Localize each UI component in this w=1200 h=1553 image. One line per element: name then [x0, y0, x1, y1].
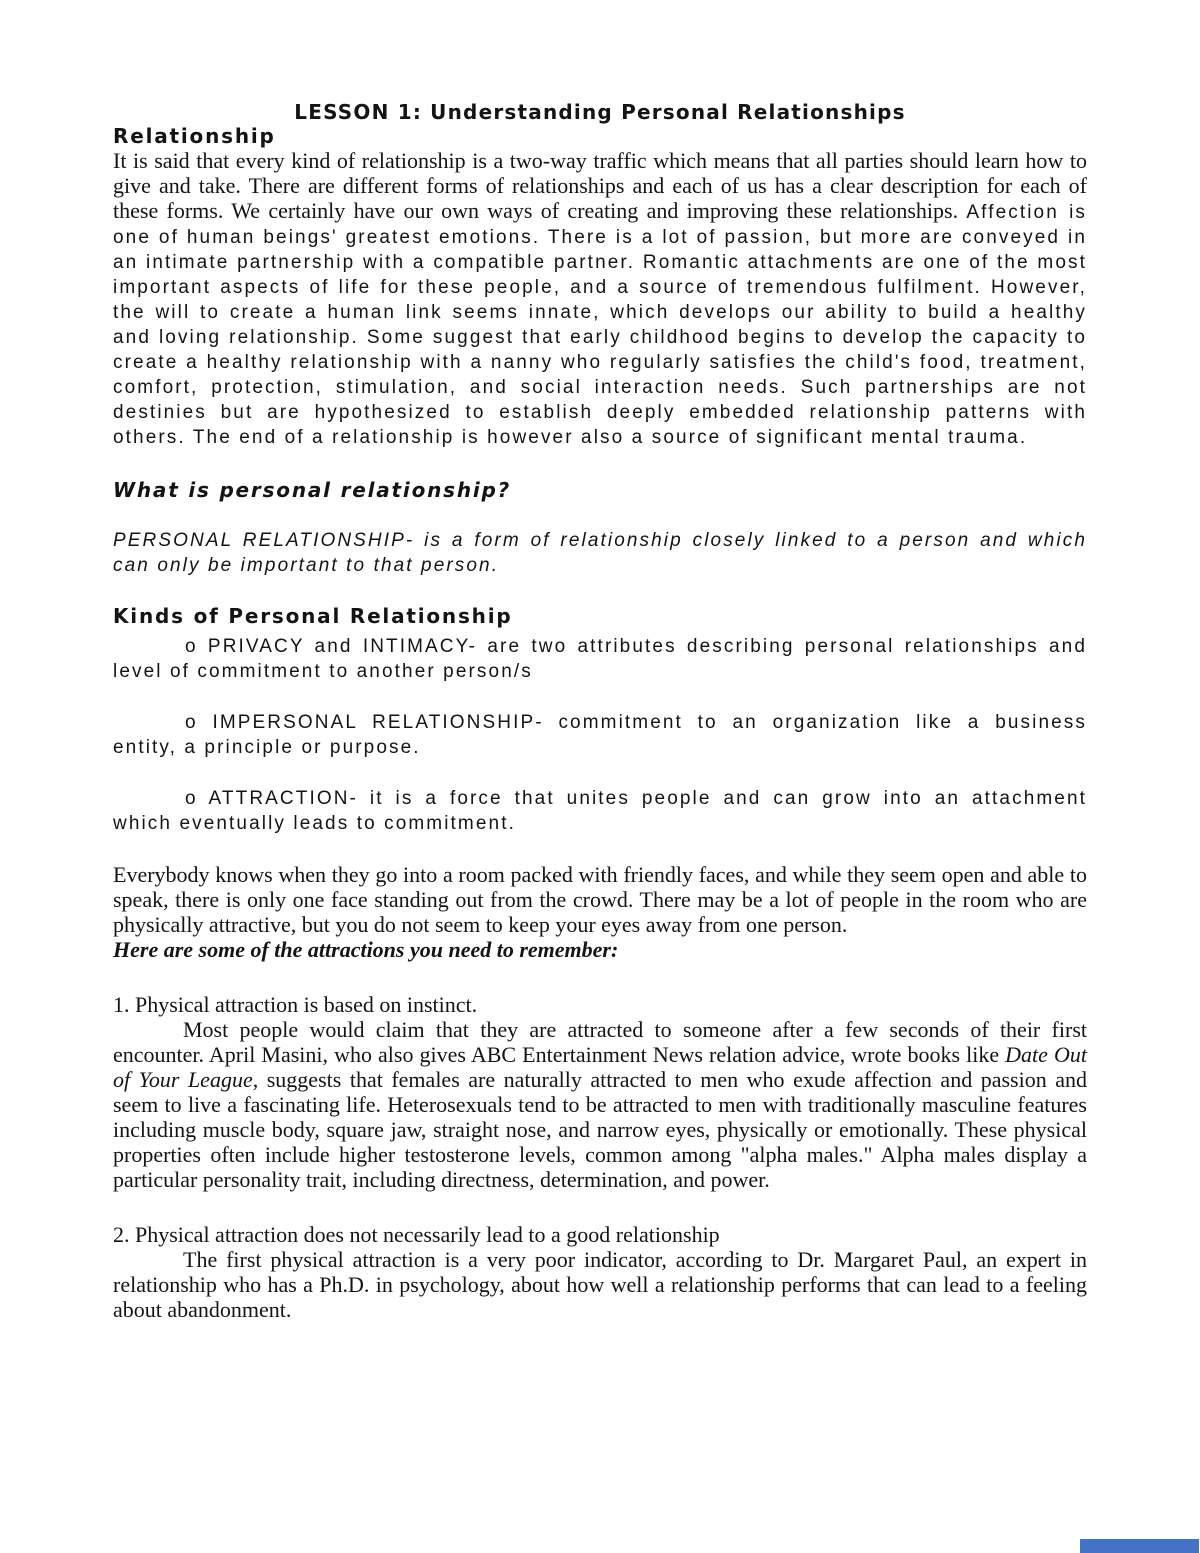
definition-paragraph: PERSONAL RELATIONSHIP- is a form of relationship closely linked to a person and which can only be important to that person.	[113, 530, 1087, 576]
attractions-intro: Here are some of the attractions you need to remember:	[113, 937, 619, 962]
kind-item-attraction: o ATTRACTION- it is a force that unites people and can grow into an attachment which eventually leads to commitment.	[113, 788, 1087, 834]
kind-item-impersonal: o IMPERSONAL RELATIONSHIP- commitment to an organization like a business entity, a principle or purpose.	[113, 712, 1087, 758]
book-title: Date Out of Your League,	[113, 1042, 1087, 1092]
item1-paragraph	[113, 1017, 1087, 1192]
item2-paragraph: The first physical attraction is a very poor indicator, according to Dr. Margaret Paul, an expert in relationship who has a Ph.D. in psychology, about how well a relationship performs that can lead to a feeling about abandonment.	[113, 1247, 1087, 1322]
lesson-title: LESSON 1: Understanding Personal Relationships	[294, 100, 906, 124]
item1-body-b: suggests that females are naturally attracted to men who exude affection and passion and seem to live a fascinating life. Heterosexuals tend to be attracted to men with traditionally masculine features including muscle body, square jaw, straight nose, and narrow eyes, physically or emotionally. These physical properties often include higher testosterone levels, common among "alpha males." Alpha males display a particular personality trait, including directness, determination, and power.	[113, 1067, 1088, 1192]
kind-item-privacy: o PRIVACY and INTIMACY- are two attributes describing personal relationships and level of commitment to another person/s	[113, 636, 1087, 682]
item2-title: 2. Physical attraction does not necessarily lead to a good relationship	[113, 1222, 720, 1247]
intro-paragraph	[113, 148, 1087, 450]
kinds-heading: Kinds of Personal Relationship	[113, 604, 513, 628]
intro-sans-text: Affection is one of human beings' greatest emotions. There is a lot of passion, but more are conveyed in an intimate partnership with a compatible partner. Romantic attachments are one of the most important aspects of life for these people, and a source of tremendous fulfilment. However, the will to create a human link seems innate, which develops our ability to build a healthy and loving relationship. Some suggest that early childhood begins to develop the capacity to create a healthy relationship with a nanny who regularly satisfies the child's food, treatment, comfort, protection, stimulation, and social interaction needs. Such partnerships are not destinies but are hypothesized to establish deeply embedded relationship patterns with others. The end of a relationship is however also a source of significant mental trauma.	[113, 202, 1087, 448]
item1-body-a: Most people would claim that they are attracted to someone after a few seconds of their first encounter. April Masini, who also gives ABC Entertainment News relation advice, wrote books like	[113, 1017, 1087, 1067]
page-footer-bar	[1080, 1539, 1199, 1553]
document-content	[113, 100, 1087, 1322]
what-is-personal-relationship-heading: What is personal relationship?	[113, 478, 512, 502]
everybody-paragraph: Everybody knows when they go into a room packed with friendly faces, and while they seem open and able to speak, there is only one face standing out from the crowd. There may be a lot of people in the room who are physically attractive, but you do not seem to keep your eyes away from one person.	[113, 862, 1087, 937]
intro-serif-text: It is said that every kind of relationship is a two-way traffic which means that all parties should learn how to give and take. There are different forms of relationships and each of us has a clear description for each of these forms. We certainly have our own ways of creating and improving these relationships.	[113, 148, 1087, 223]
item1-title: 1. Physical attraction is based on instinct.	[113, 992, 478, 1017]
relationship-heading: Relationship	[113, 124, 276, 148]
